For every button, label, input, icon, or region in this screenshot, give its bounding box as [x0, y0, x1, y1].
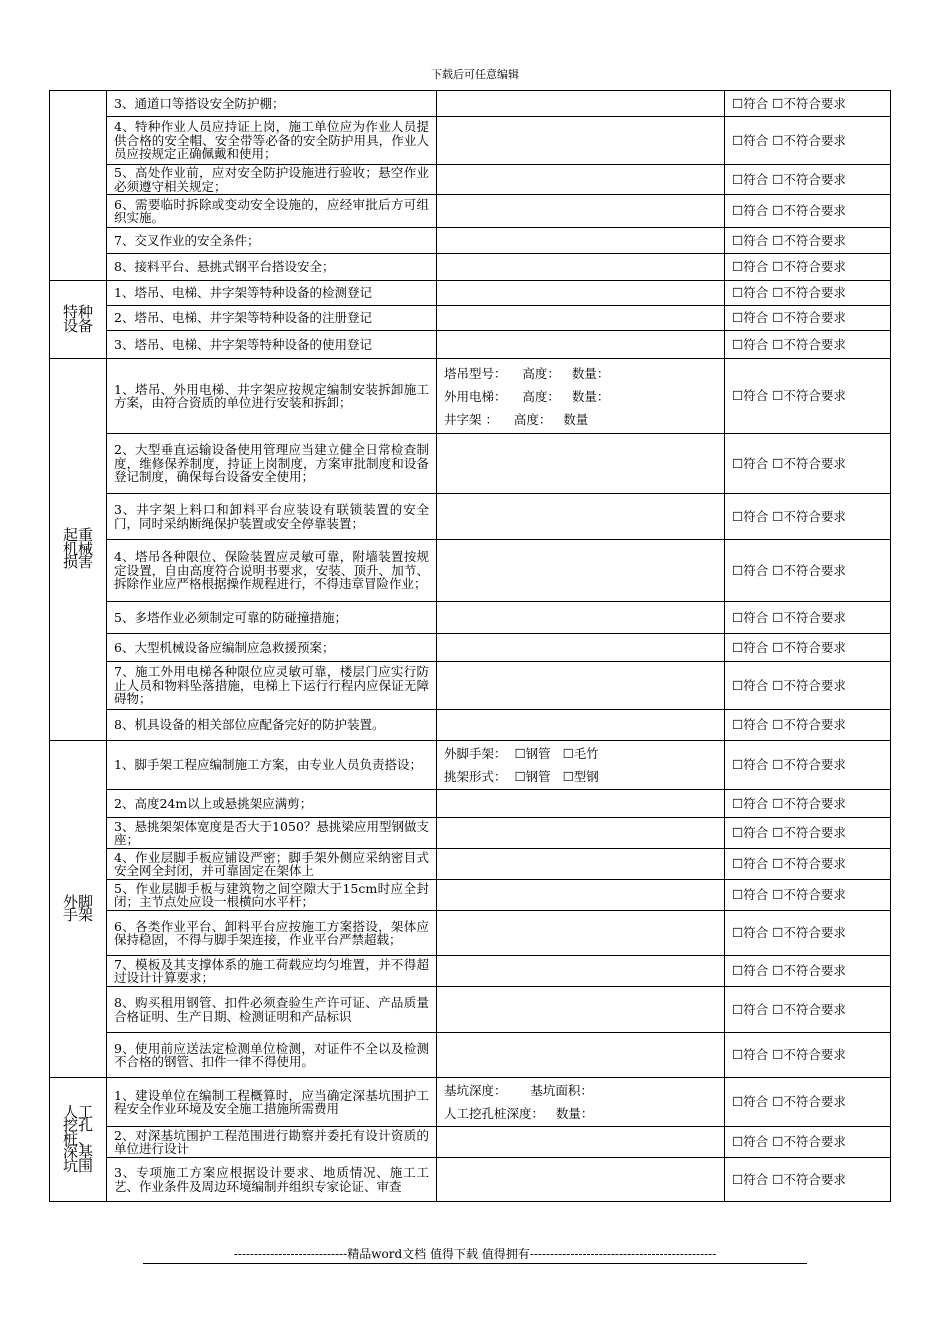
inspection-item: 2、高度24m以上或悬挑架应满剪；: [107, 790, 437, 818]
compliance-checkbox-cell[interactable]: ☐符合 ☐不符合要求: [725, 117, 891, 165]
table-row: [50, 1127, 891, 1158]
compliance-checkbox-cell[interactable]: ☐符合 ☐不符合要求: [725, 662, 891, 710]
table-row: [50, 494, 891, 540]
record-detail-cell[interactable]: [437, 911, 725, 956]
inspection-item: 4、作业层脚手板应铺设严密；脚手架外侧应采纳密目式安全网全封闭，并可靠固定在架体上: [107, 849, 437, 880]
compliance-checkbox-cell[interactable]: ☐符合 ☐不符合要求: [725, 494, 891, 540]
inspection-item: 3、悬挑架架体宽度是否大于1050？悬挑梁应用型钢做支座；: [107, 818, 437, 849]
table-row: [50, 880, 891, 911]
compliance-checkbox-cell[interactable]: ☐符合 ☐不符合要求: [725, 741, 891, 790]
record-detail-cell[interactable]: [437, 195, 725, 228]
table-row: [50, 1078, 891, 1127]
inspection-item: 1、塔吊、外用电梯、井字架应按规定编制安装拆卸施工方案，由符合资质的单位进行安装和拆卸；: [107, 359, 437, 434]
inspection-item: 1、脚手架工程应编制施工方案，由专业人员负责搭设；: [107, 741, 437, 790]
inspection-item: 6、需要临时拆除或变动安全设施的，应经审批后方可组织实施。: [107, 195, 437, 228]
record-detail-cell[interactable]: [437, 1078, 725, 1127]
inspection-item: 5、高处作业前，应对安全防护设施进行验收；悬空作业必须遵守相关规定；: [107, 165, 437, 195]
compliance-checkbox-cell[interactable]: ☐符合 ☐不符合要求: [725, 1158, 891, 1202]
record-detail-cell[interactable]: [437, 662, 725, 710]
record-detail-cell[interactable]: [437, 634, 725, 662]
table-row: [50, 281, 891, 306]
compliance-checkbox-cell[interactable]: ☐符合 ☐不符合要求: [725, 987, 891, 1033]
category-cell: 起重机械损害: [50, 359, 107, 741]
record-detail-cell[interactable]: [437, 91, 725, 117]
table-row: [50, 662, 891, 710]
inspection-item: 1、塔吊、电梯、井字架等特种设备的检测登记: [107, 281, 437, 306]
inspection-item: 3、井字架上料口和卸料平台应装设有联锁装置的安全门，同时采纳断绳保护装置或安全停靠装置；: [107, 494, 437, 540]
table-row: [50, 359, 891, 434]
record-detail-cell[interactable]: [437, 281, 725, 306]
table-row: [50, 434, 891, 494]
inspection-item: 4、塔吊各种限位、保险装置应灵敏可靠，附墙装置按规定设置，自由高度符合说明书要求，安装、顶升、加节、拆除作业应严格根据操作规程进行，不得违章冒险作业；: [107, 540, 437, 602]
inspection-item: 5、多塔作业必须制定可靠的防碰撞措施；: [107, 602, 437, 634]
table-row: [50, 911, 891, 956]
inspection-item: 2、大型垂直运输设备使用管理应当建立健全日常检查制度，维修保养制度，持证上岗制度，方案审批制度和设备登记制度，确保每台设备安全使用；: [107, 434, 437, 494]
record-detail-cell[interactable]: [437, 602, 725, 634]
detail-line: 外用电梯： 高度： 数量：: [444, 388, 610, 404]
inspection-item: 5、作业层脚手板与建筑物之间空隙大于15cm时应全封闭；主节点处应设一根横向水平杆；: [107, 880, 437, 911]
inspection-item: 8、机具设备的相关部位应配备完好的防护装置。: [107, 710, 437, 741]
table-row: [50, 790, 891, 818]
table-row: [50, 602, 891, 634]
compliance-checkbox-cell[interactable]: ☐符合 ☐不符合要求: [725, 228, 891, 254]
table-row: [50, 1158, 891, 1202]
record-detail-cell[interactable]: [437, 306, 725, 331]
record-detail-cell[interactable]: [437, 880, 725, 911]
category-cell: 特种设备: [50, 281, 107, 359]
detail-line: 人工挖孔桩深度： 数量：: [444, 1106, 594, 1121]
table-row: [50, 306, 891, 331]
page-header-note: 下载后可任意编辑: [431, 68, 519, 81]
record-detail-cell[interactable]: [437, 741, 725, 790]
table-row: [50, 634, 891, 662]
compliance-checkbox-cell[interactable]: ☐符合 ☐不符合要求: [725, 91, 891, 117]
table-row: [50, 540, 891, 602]
record-detail-cell[interactable]: [437, 818, 725, 849]
table-row: [50, 117, 891, 165]
table-row: [50, 91, 891, 117]
detail-line: 塔吊型号： 高度： 数量：: [444, 365, 610, 381]
record-detail-cell[interactable]: [437, 165, 725, 195]
inspection-item: 7、施工外用电梯各种限位应灵敏可靠，楼层门应实行防止人员和物料坠落措施，电梯上下运行行程内应保证无障碍物；: [107, 662, 437, 710]
category-cell: 外脚手架: [50, 741, 107, 1078]
table-row: [50, 818, 891, 849]
inspection-item: 3、塔吊、电梯、井字架等特种设备的使用登记: [107, 331, 437, 359]
inspection-item: 7、模板及其支撑体系的施工荷载应均匀堆置，并不得超过设计计算要求；: [107, 956, 437, 987]
record-detail-cell[interactable]: [437, 790, 725, 818]
compliance-checkbox-cell[interactable]: ☐符合 ☐不符合要求: [725, 790, 891, 818]
inspection-item: 9、使用前应送法定检测单位检测，对证件不全以及检测不合格的钢管、扣件一律不得使用。: [107, 1033, 437, 1078]
compliance-checkbox-cell[interactable]: ☐符合 ☐不符合要求: [725, 1033, 891, 1078]
compliance-checkbox-cell[interactable]: ☐符合 ☐不符合要求: [725, 602, 891, 634]
compliance-checkbox-cell[interactable]: ☐符合 ☐不符合要求: [725, 956, 891, 987]
inspection-item: 2、塔吊、电梯、井字架等特种设备的注册登记: [107, 306, 437, 331]
page-footer-note: ----------------------------精品word文档 值得下载 值得拥有----------------------------------------------: [233, 1247, 717, 1261]
record-detail-cell[interactable]: [437, 1033, 725, 1078]
compliance-checkbox-cell[interactable]: ☐符合 ☐不符合要求: [725, 634, 891, 662]
table-row: [50, 254, 891, 281]
record-detail-cell[interactable]: [437, 987, 725, 1033]
compliance-checkbox-cell[interactable]: ☐符合 ☐不符合要求: [725, 710, 891, 741]
compliance-checkbox-cell[interactable]: ☐符合 ☐不符合要求: [725, 165, 891, 195]
record-detail-cell[interactable]: [437, 254, 725, 281]
record-detail-cell[interactable]: [437, 1158, 725, 1202]
inspection-item: 8、购买租用钢管、扣件必须查验生产许可证、产品质量合格证明、生产日期、检测证明和产品标识: [107, 987, 437, 1033]
compliance-checkbox-cell[interactable]: ☐符合 ☐不符合要求: [725, 1078, 891, 1127]
compliance-checkbox-cell[interactable]: ☐符合 ☐不符合要求: [725, 911, 891, 956]
record-detail-cell[interactable]: [437, 956, 725, 987]
table-row: [50, 956, 891, 987]
detail-line: 基坑深度： 基坑面积：: [444, 1083, 593, 1098]
inspection-item: 6、各类作业平台、卸料平台应按施工方案搭设，架体应保持稳固，不得与脚手架连接，作业平台严禁超载；: [107, 911, 437, 956]
inspection-item: 8、接料平台、悬挑式钢平台搭设安全；: [107, 254, 437, 281]
compliance-checkbox-cell[interactable]: ☐符合 ☐不符合要求: [725, 359, 891, 434]
footer-divider: [143, 1263, 807, 1264]
inspection-item: 3、专项施工方案应根据设计要求、地质情况、施工工艺、作业条件及周边环境编制并组织专家论证、审查: [107, 1158, 437, 1202]
compliance-checkbox-cell[interactable]: ☐符合 ☐不符合要求: [725, 195, 891, 228]
record-detail-cell[interactable]: [437, 849, 725, 880]
compliance-checkbox-cell[interactable]: ☐符合 ☐不符合要求: [725, 849, 891, 880]
category-cell: 人工挖孔桩、深基坑围: [50, 1078, 107, 1202]
compliance-checkbox-cell[interactable]: ☐符合 ☐不符合要求: [725, 254, 891, 281]
inspection-item: 3、通道口等搭设安全防护棚；: [107, 91, 437, 117]
record-detail-cell[interactable]: [437, 434, 725, 494]
compliance-checkbox-cell[interactable]: ☐符合 ☐不符合要求: [725, 540, 891, 602]
table-row: [50, 331, 891, 359]
detail-line: 挑架形式： ☐钢管 ☐型钢: [444, 769, 599, 784]
inspection-item: 1、建设单位在编制工程概算时，应当确定深基坑围护工程安全作业环境及安全施工措施所需费用: [107, 1078, 437, 1127]
safety-inspection-table: [49, 90, 891, 1202]
compliance-checkbox-cell[interactable]: ☐符合 ☐不符合要求: [725, 331, 891, 359]
record-detail-cell[interactable]: [437, 494, 725, 540]
record-detail-cell[interactable]: [437, 228, 725, 254]
detail-line: 外脚手架： ☐钢管 ☐毛竹: [444, 746, 599, 761]
compliance-checkbox-cell[interactable]: ☐符合 ☐不符合要求: [725, 281, 891, 306]
table-row: [50, 849, 891, 880]
record-detail-cell[interactable]: [437, 331, 725, 359]
inspection-item: 2、对深基坑围护工程范围进行勘察并委托有设计资质的单位进行设计: [107, 1127, 437, 1158]
table-row: [50, 228, 891, 254]
compliance-checkbox-cell[interactable]: ☐符合 ☐不符合要求: [725, 818, 891, 849]
table-row: [50, 741, 891, 790]
record-detail-cell[interactable]: [437, 1127, 725, 1158]
table-row: [50, 165, 891, 195]
record-detail-cell[interactable]: [437, 359, 725, 434]
record-detail-cell[interactable]: [437, 540, 725, 602]
inspection-item: 6、大型机械设备应编制应急救援预案；: [107, 634, 437, 662]
compliance-checkbox-cell[interactable]: ☐符合 ☐不符合要求: [725, 306, 891, 331]
inspection-item: 7、交叉作业的安全条件；: [107, 228, 437, 254]
compliance-checkbox-cell[interactable]: ☐符合 ☐不符合要求: [725, 434, 891, 494]
detail-line: 井字架 ： 高度： 数量: [444, 411, 589, 427]
inspection-item: 4、特种作业人员应持证上岗，施工单位应为作业人员提供合格的安全帽、安全带等必备的安全防护用具，作业人员应按规定正确佩戴和使用；: [107, 117, 437, 165]
table-row: [50, 195, 891, 228]
record-detail-cell[interactable]: [437, 710, 725, 741]
table-row: [50, 987, 891, 1033]
record-detail-cell[interactable]: [437, 117, 725, 165]
compliance-checkbox-cell[interactable]: ☐符合 ☐不符合要求: [725, 880, 891, 911]
table-row: [50, 1033, 891, 1078]
category-cell: [50, 91, 107, 281]
compliance-checkbox-cell[interactable]: ☐符合 ☐不符合要求: [725, 1127, 891, 1158]
table-row: [50, 710, 891, 741]
